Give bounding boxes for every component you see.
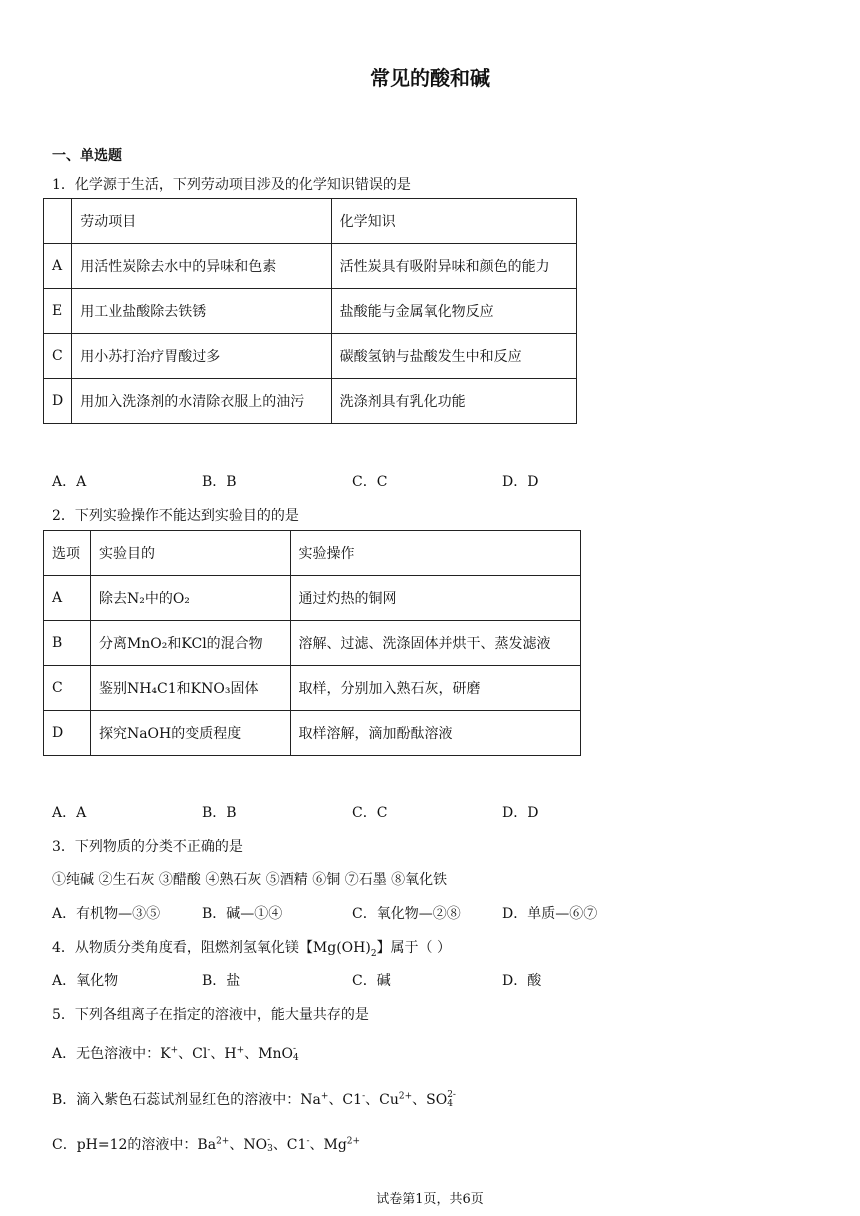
option-text: 、Cu xyxy=(365,1092,399,1108)
question-3-items: ①纯碱 ②生石灰 ③醋酸 ④熟石灰 ⑤酒精 ⑥铜 ⑦石墨 ⑧氧化铁 xyxy=(52,872,448,888)
table-cell: E xyxy=(44,289,72,334)
option-b[interactable]: B．B xyxy=(202,474,237,490)
table-row xyxy=(44,334,577,379)
table-cell: 鉴别NH₄C1和KNO₃固体 xyxy=(90,666,290,711)
table-row xyxy=(44,244,577,289)
option-c[interactable]: C．氧化物—②⑧ xyxy=(352,906,461,922)
table-row xyxy=(44,289,577,334)
table-cell: 实验操作 xyxy=(290,531,581,576)
table-cell: 劳动项目 xyxy=(72,199,331,244)
table-cell: 实验目的 xyxy=(90,531,290,576)
table-cell: C xyxy=(44,666,91,711)
document-title: 常见的酸和碱 xyxy=(370,66,490,90)
question-3-stem: 3．下列物质的分类不正确的是 xyxy=(52,839,243,855)
table-row xyxy=(44,621,581,666)
question-5-option-b[interactable]: B．滴入紫色石蕊试剂显红色的溶液中：Na+、C1-、$Cu^{2+}$、SO 2- 4 xyxy=(52,1090,456,1109)
table-cell: 化学知识 xyxy=(331,199,576,244)
option-text: 、H xyxy=(210,1046,237,1062)
option-text: 、Mg xyxy=(309,1137,347,1153)
table-cell: 除去N₂中的O₂ xyxy=(90,576,290,621)
option-text: 、C1 xyxy=(272,1137,307,1153)
question-5-stem: 5．下列各组离子在指定的溶液中，能大量共存的是 xyxy=(52,1007,369,1023)
option-b[interactable]: B．B xyxy=(202,805,237,821)
question-1-stem: 1．化学源于生活，下列劳动项目涉及的化学知识错误的是 xyxy=(52,177,411,193)
option-b[interactable]: B．盐 xyxy=(202,973,241,989)
option-a[interactable]: A．A xyxy=(52,805,87,821)
table-cell: 取样，分别加入熟石灰，研磨 xyxy=(290,666,581,711)
option-c[interactable]: C．C xyxy=(352,805,388,821)
table-cell: B xyxy=(44,621,91,666)
question-2-stem: 2．下列实验操作不能达到实验目的的是 xyxy=(52,508,299,524)
table-row xyxy=(44,711,581,756)
option-text: C．pH=12的溶液中：Ba xyxy=(52,1137,217,1153)
table-cell: 选项 xyxy=(44,531,91,576)
table-cell: 碳酸氢钠与盐酸发生中和反应 xyxy=(331,334,576,379)
option-d[interactable]: D．单质—⑥⑦ xyxy=(502,906,598,922)
table-cell: 取样溶解，滴加酚酞溶液 xyxy=(290,711,581,756)
stem-text: 4．从物质分类角度看，阻燃剂氢氧化镁【Mg(OH) xyxy=(52,940,371,956)
table-cell: 用活性炭除去水中的异味和色素 xyxy=(72,244,331,289)
option-text: 、C1 xyxy=(328,1092,363,1108)
option-c[interactable]: C．C xyxy=(352,474,388,490)
table-cell: 用工业盐酸除去铁锈 xyxy=(72,289,331,334)
option-d[interactable]: D．D xyxy=(502,474,539,490)
section-heading: 一、单选题 xyxy=(52,148,122,164)
question-1-table xyxy=(43,198,577,424)
table-cell: 洗涤剂具有乳化功能 xyxy=(331,379,576,424)
table-cell: A xyxy=(44,244,72,289)
option-text: A．无色溶液中：K xyxy=(52,1046,171,1062)
table-cell: 通过灼热的铜网 xyxy=(290,576,581,621)
option-b[interactable]: B．碱—①④ xyxy=(202,906,283,922)
table-cell: 用小苏打治疗胃酸过多 xyxy=(72,334,331,379)
option-text: 、MnO xyxy=(244,1046,293,1062)
table-cell: 探究NaOH的变质程度 xyxy=(90,711,290,756)
table-row xyxy=(44,576,581,621)
table-cell: 溶解、过滤、洗涤固体并烘干、蒸发滤液 xyxy=(290,621,581,666)
table-cell: A xyxy=(44,576,91,621)
option-a[interactable]: A．有机物—③⑤ xyxy=(52,906,161,922)
table-cell: 盐酸能与金属氧化物反应 xyxy=(331,289,576,334)
page-footer: 试卷第1页，共6页 xyxy=(376,1192,484,1207)
option-text: 、SO xyxy=(412,1092,448,1108)
stem-text: 】属于（ ） xyxy=(376,940,452,956)
table-header-row xyxy=(44,199,577,244)
option-a[interactable]: A．A xyxy=(52,474,87,490)
option-text: 、Cl xyxy=(178,1046,208,1062)
table-header-row xyxy=(44,531,581,576)
subscript: 2 xyxy=(370,948,377,959)
question-5-option-c[interactable]: C．pH=12的溶液中：$Ba^{2+}$、NO - 3 、C1-、$Mg^{2+}$ xyxy=(52,1135,361,1154)
option-d[interactable]: D．D xyxy=(502,805,539,821)
option-text: NO xyxy=(243,1137,268,1153)
question-2-table xyxy=(43,530,581,756)
table-row xyxy=(44,666,581,711)
table-cell: D xyxy=(44,711,91,756)
table-cell: C xyxy=(44,334,72,379)
option-text: B．滴入紫色石蕊试剂显红色的溶液中：Na xyxy=(52,1092,321,1108)
table-cell: 用加入洗涤剂的水清除衣服上的油污 xyxy=(72,379,331,424)
table-row xyxy=(44,379,577,424)
option-d[interactable]: D．酸 xyxy=(502,973,542,989)
question-5-option-a[interactable]: A．无色溶液中：K+、Cl-、H+、MnO - 4 xyxy=(52,1044,299,1063)
question-4-stem xyxy=(52,937,451,959)
option-a[interactable]: A．氧化物 xyxy=(52,973,119,989)
table-cell: 分离MnO₂和KCl的混合物 xyxy=(90,621,290,666)
table-cell: 活性炭具有吸附异味和颜色的能力 xyxy=(331,244,576,289)
table-cell: D xyxy=(44,379,72,424)
table-cell xyxy=(44,199,72,244)
option-c[interactable]: C．碱 xyxy=(352,973,391,989)
